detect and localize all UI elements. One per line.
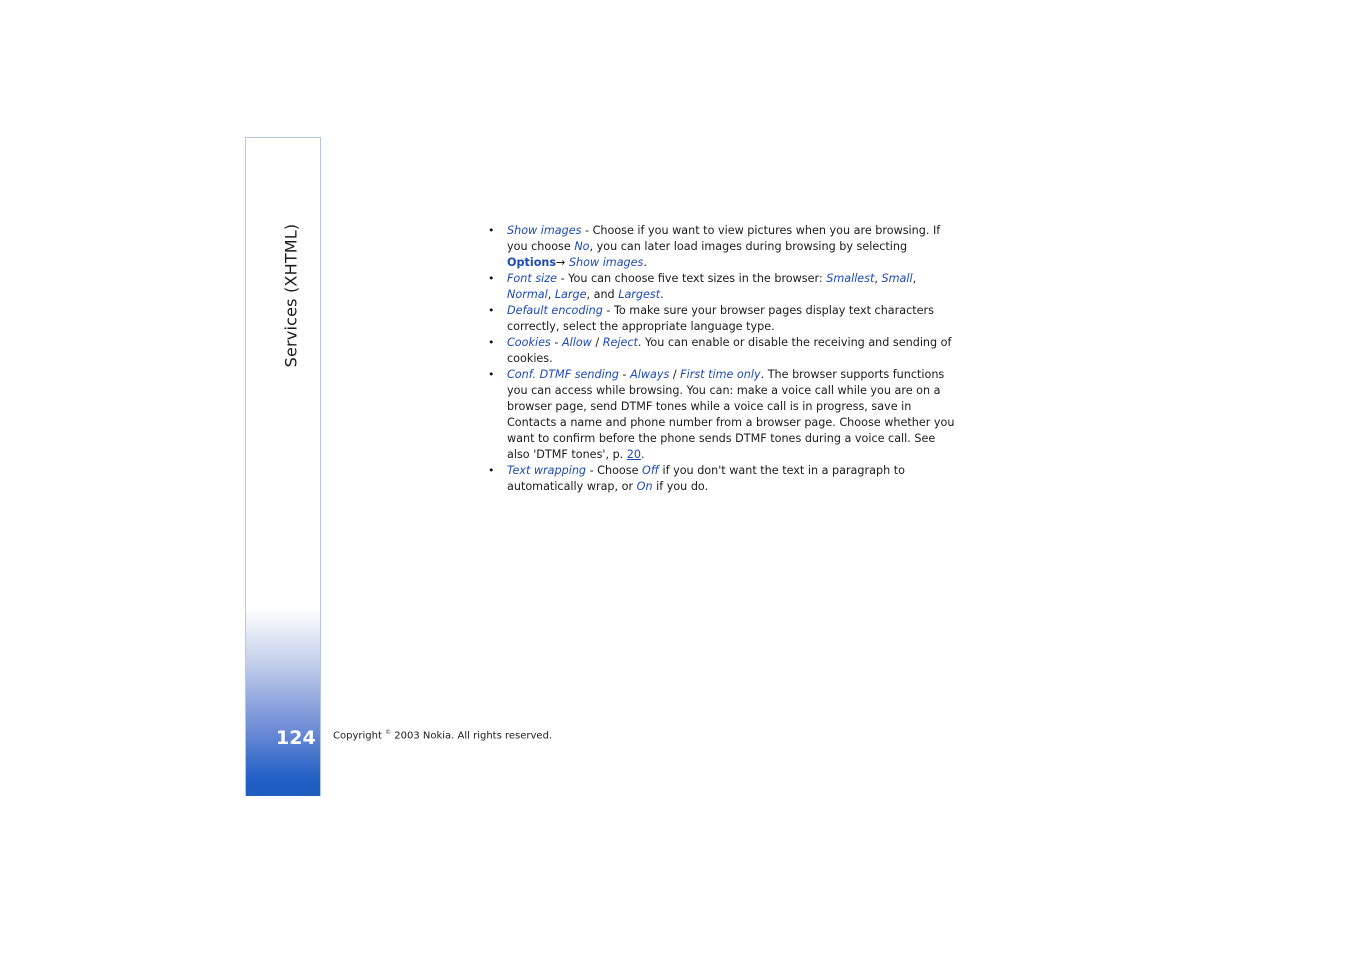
option-value: Allow — [561, 336, 592, 349]
list-item-cookies — [488, 335, 960, 367]
main-content — [488, 223, 960, 495]
item-text: - Choose if you want to view pictures when you are browsing. If you choose — [507, 224, 941, 253]
list-item-default-encoding — [488, 303, 960, 335]
separator: , — [912, 272, 917, 285]
separator: , — [874, 272, 882, 285]
bullet-icon: • — [488, 272, 495, 285]
bullet-icon: • — [488, 368, 495, 381]
separator: , and — [586, 288, 619, 301]
section-title-text: Services (XHTML) — [281, 223, 301, 368]
page-number: 124 — [276, 727, 316, 749]
option-value: Largest — [618, 288, 661, 301]
item-text: - To make sure your browser pages display text characters correctly, select the appropriate language type. — [507, 304, 934, 333]
bullet-icon: • — [488, 304, 495, 317]
menu-command: Options — [507, 256, 557, 269]
option-value: No — [574, 240, 590, 253]
list-item-dtmf-sending — [488, 367, 960, 463]
page-reference-link[interactable]: 20 — [626, 448, 642, 461]
item-text: if you don't want the text in a paragraph to automatically wrap, or — [507, 464, 905, 493]
item-text: - You can choose five text sizes in the browser: — [557, 272, 827, 285]
separator: - — [550, 336, 562, 349]
option-value: Show images — [568, 256, 644, 269]
option-value: Small — [881, 272, 913, 285]
list-item-text-wrapping — [488, 463, 960, 495]
option-name: Text wrapping — [507, 464, 587, 477]
bullet-icon: • — [488, 224, 495, 237]
copyright-symbol: © — [385, 729, 392, 736]
bullet-icon: • — [488, 336, 495, 349]
option-name: Default encoding — [507, 304, 603, 317]
bullet-icon: • — [488, 464, 495, 477]
option-value: Always — [630, 368, 670, 381]
item-text: . — [643, 256, 647, 269]
copyright-notice — [333, 729, 552, 741]
arrow-icon: → — [556, 256, 569, 269]
separator: - — [618, 368, 631, 381]
item-text: - Choose — [586, 464, 643, 477]
item-text: . The browser supports functions you can access while browsing. You can: make a voice call while you are on a browser page, send DTMF tones while a voice call is in progress, save in Contacts a name and phone number from a browser page. Choose whether you want to confirm before the phone sends DTMF tones during a voice call. See also 'DTMF tones', p. — [507, 368, 955, 461]
copyright-prefix: Copyright — [333, 730, 382, 742]
item-text: if you do. — [652, 480, 709, 493]
item-text: . You can enable or disable the receiving and sending of cookies. — [507, 336, 952, 365]
item-text: , you can later load images during browsing by selecting — [589, 240, 908, 253]
settings-list — [488, 223, 960, 495]
separator: , — [547, 288, 555, 301]
option-name: Font size — [507, 272, 558, 285]
item-text: . — [641, 448, 645, 461]
section-title — [271, 223, 311, 368]
option-name: Conf. DTMF sending — [507, 368, 619, 381]
option-value: Smallest — [826, 272, 875, 285]
option-value: Normal — [507, 288, 548, 301]
separator: / — [669, 368, 681, 381]
copyright-text: 2003 Nokia. All rights reserved. — [394, 730, 553, 742]
option-value: Reject — [602, 336, 638, 349]
list-item-font-size — [488, 271, 960, 303]
item-text: . — [660, 288, 664, 301]
separator: / — [591, 336, 603, 349]
option-value: Large — [554, 288, 587, 301]
option-name: Show images — [507, 224, 582, 237]
option-value: First time only — [680, 368, 761, 381]
option-value: Off — [642, 464, 659, 477]
option-value: On — [636, 480, 653, 493]
list-item-show-images — [488, 223, 960, 271]
option-name: Cookies — [507, 336, 551, 349]
